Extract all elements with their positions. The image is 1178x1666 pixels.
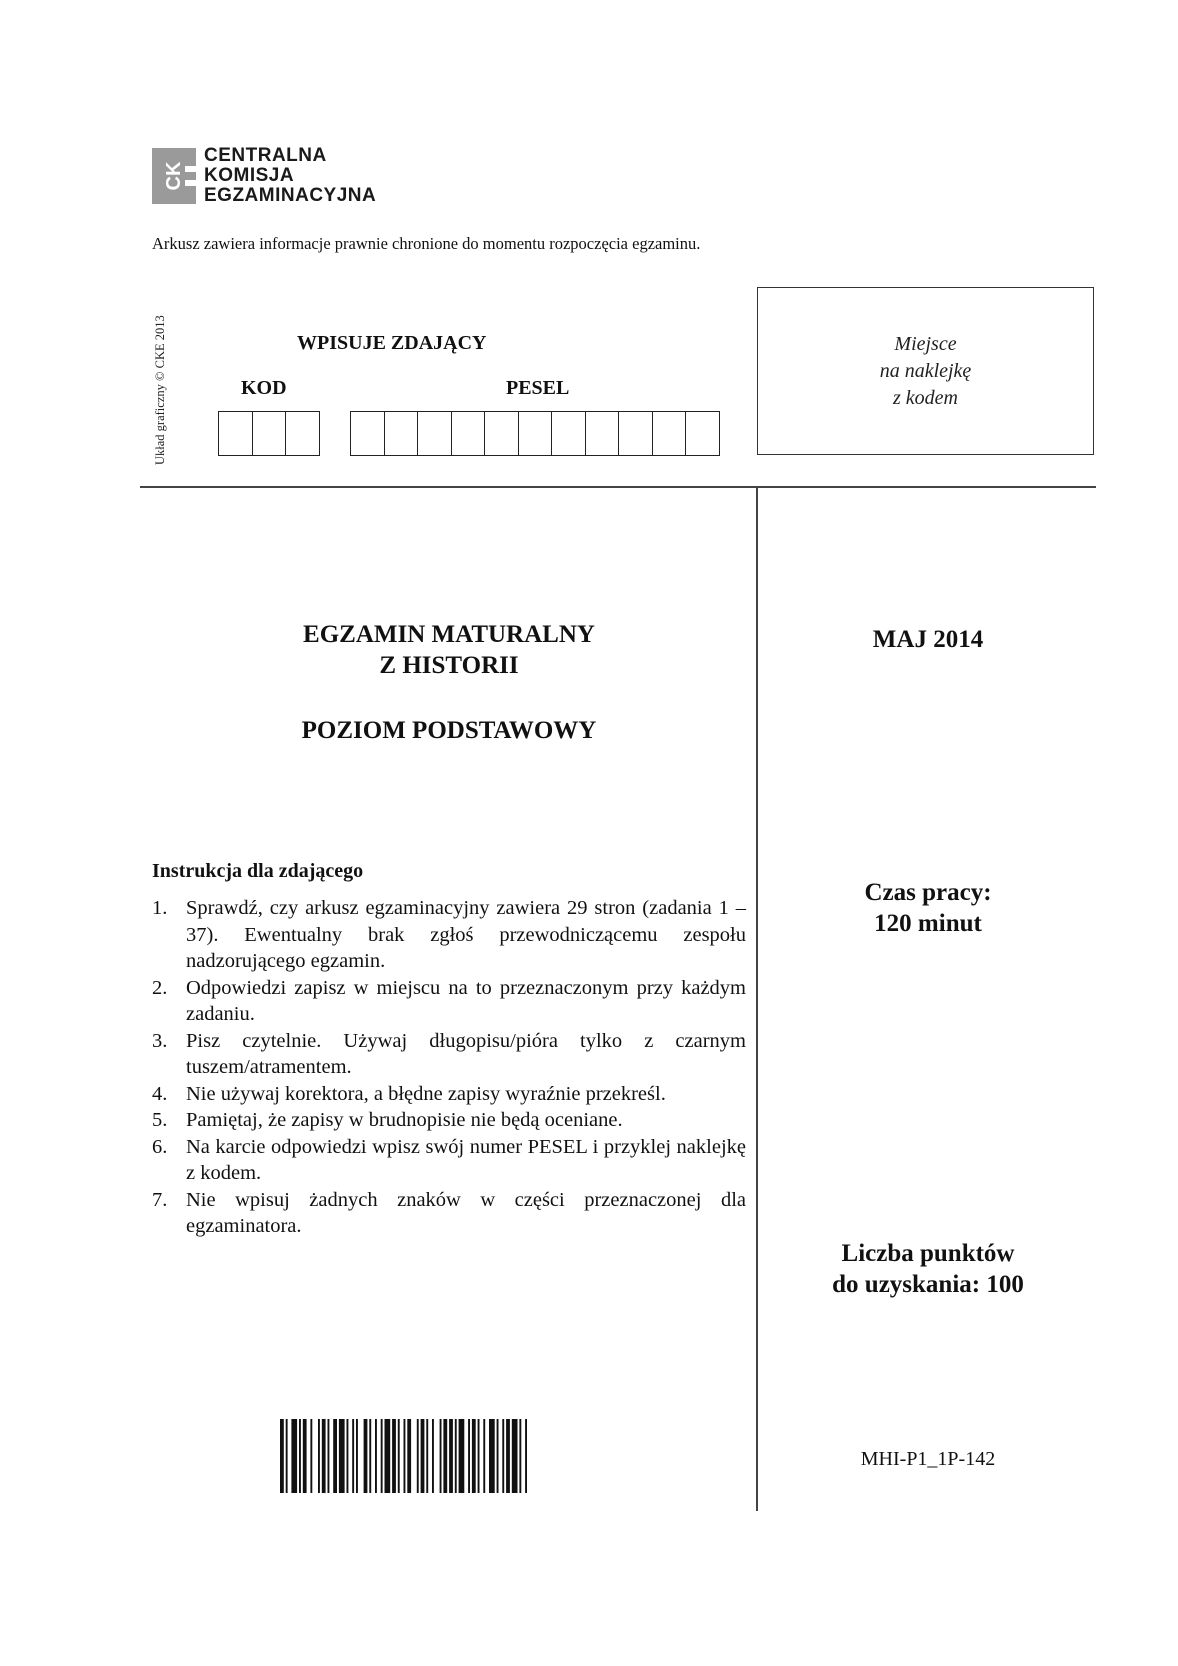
exam-title	[148, 619, 750, 681]
pesel-digit-box[interactable]	[351, 412, 385, 455]
entry-heading: WPISUJE ZDAJĄCY	[297, 332, 487, 354]
barcode-bar	[347, 1419, 349, 1493]
instruction-item	[152, 975, 746, 1028]
instruction-number: 7.	[152, 1188, 168, 1211]
exam-title-line: EGZAMIN MATURALNY	[303, 621, 595, 648]
pesel-digit-box[interactable]	[485, 412, 519, 455]
barcode-bar	[291, 1419, 297, 1493]
sticker-label	[758, 331, 1093, 412]
instruction-item	[152, 1107, 746, 1134]
barcode-bar	[440, 1419, 442, 1493]
points-info	[760, 1238, 1096, 1300]
barcode-bar	[303, 1419, 307, 1493]
exam-date: MAJ 2014	[872, 626, 984, 653]
pesel-digit-box[interactable]	[653, 412, 687, 455]
barcode-bar	[489, 1419, 495, 1493]
instruction-item	[152, 1134, 746, 1187]
points-label: Liczba punktów	[841, 1240, 1015, 1267]
instruction-text: Nie używaj korektora, a błędne zapisy wyraźnie przekreśl.	[186, 1082, 666, 1105]
barcode-bar	[339, 1419, 345, 1493]
pesel-label: PESEL	[506, 377, 570, 399]
barcode-bar	[369, 1419, 371, 1493]
horizontal-divider	[140, 486, 1096, 488]
exam-title-line: Z HISTORII	[379, 652, 519, 679]
barcode-bar	[519, 1419, 521, 1493]
barcode-bar	[432, 1419, 434, 1493]
pesel-digit-box[interactable]	[385, 412, 419, 455]
barcode-bar	[398, 1419, 400, 1493]
barcode-bar	[478, 1419, 480, 1493]
instruction-item	[152, 1081, 746, 1108]
copyright-side-note: Układ graficzny © CKE 2013	[153, 315, 167, 465]
instruction-item	[152, 895, 746, 975]
sheet-code: MHI-P1_1P-142	[860, 1448, 996, 1470]
pesel-digit-box[interactable]	[686, 412, 720, 455]
instruction-item	[152, 1028, 746, 1081]
exam-level: POZIOM PODSTAWOWY	[301, 717, 597, 744]
sticker-line: z kodem	[893, 387, 958, 409]
barcode-bar	[328, 1419, 330, 1493]
instruction-text: Odpowiedzi zapisz w miejscu na to przeznaczonym przy każdym zadaniu.	[186, 976, 746, 1025]
work-time-value: 120 minut	[874, 910, 982, 937]
work-time	[760, 877, 1096, 939]
instruction-number: 5.	[152, 1109, 168, 1131]
pesel-input-boxes[interactable]	[350, 411, 720, 456]
instruction-text: Na karcie odpowiedzi wpisz swój numer PESEL i przyklej naklejkę z kodem.	[186, 1135, 746, 1184]
instructions-list	[152, 895, 746, 1240]
kod-digit-box[interactable]	[219, 412, 253, 455]
logo-notch	[185, 180, 196, 186]
confidentiality-notice: Arkusz zawiera informacje prawnie chronione do momentu rozpoczęcia egzaminu.	[152, 234, 701, 253]
instruction-number: 1.	[152, 897, 168, 919]
barcode-bar	[299, 1419, 301, 1493]
work-time-label: Czas pracy:	[864, 879, 992, 906]
barcode-bar	[483, 1419, 485, 1493]
barcode-bar	[356, 1419, 358, 1493]
barcode-bar	[280, 1419, 284, 1493]
barcode-bar	[468, 1419, 470, 1493]
instruction-text: Sprawdź, czy arkusz egzaminacyjny zawiera 29 stron (zadania 1 – 37). Ewentualny brak zgłoś przewodniczącemu zespołu nadzorującego egzamin.	[186, 897, 746, 972]
barcode-bar	[392, 1419, 396, 1493]
logo-mark-text: CK	[162, 161, 185, 191]
barcode-bar	[525, 1419, 527, 1493]
pesel-digit-box[interactable]	[552, 412, 586, 455]
sticker-line: Miejsce	[894, 333, 957, 355]
barcode-bar	[286, 1419, 288, 1493]
instruction-number: 3.	[152, 1029, 168, 1052]
points-value: do uzyskania: 100	[832, 1271, 1024, 1298]
kod-digit-box[interactable]	[286, 412, 320, 455]
barcode-bar	[443, 1419, 447, 1493]
barcode-bar	[455, 1419, 457, 1493]
instructions-heading: Instrukcja dla zdającego	[152, 860, 364, 882]
barcode-bar	[506, 1419, 510, 1493]
kod-digit-box[interactable]	[253, 412, 287, 455]
barcode-bar	[421, 1419, 425, 1493]
instruction-number: 6.	[152, 1135, 168, 1158]
instruction-number: 4.	[152, 1082, 168, 1105]
barcode-bar	[404, 1419, 406, 1493]
logo-line: EGZAMINACYJNA	[204, 185, 377, 206]
pesel-digit-box[interactable]	[586, 412, 620, 455]
barcode-bar	[459, 1419, 465, 1493]
barcode-bar	[322, 1419, 326, 1493]
logo-line: CENTRALNA	[204, 145, 327, 166]
barcode-bar	[472, 1419, 476, 1493]
instruction-text: Nie wpisuj żadnych znaków w części przeznaczonej dla egzaminatora.	[186, 1188, 746, 1237]
kod-label: KOD	[241, 377, 287, 399]
pesel-digit-box[interactable]	[519, 412, 553, 455]
pesel-digit-box[interactable]	[619, 412, 653, 455]
logo-wordmark	[204, 146, 376, 206]
barcode-bar	[449, 1419, 453, 1493]
instruction-text: Pamiętaj, że zapisy w brudnopisie nie będą oceniane.	[186, 1109, 623, 1131]
logo-notch	[185, 166, 196, 172]
barcode-icon	[280, 1419, 620, 1493]
pesel-digit-box[interactable]	[418, 412, 452, 455]
barcode-bar	[407, 1419, 411, 1493]
barcode-bar	[352, 1419, 354, 1493]
barcode-bar	[512, 1419, 518, 1493]
barcode-bar	[318, 1419, 320, 1493]
barcode-bar	[497, 1419, 499, 1493]
logo-line: KOMISJA	[204, 165, 295, 186]
barcode-bar	[417, 1419, 419, 1493]
barcode-bar	[364, 1419, 368, 1493]
instruction-text: Pisz czytelnie. Używaj długopisu/pióra tylko z czarnym tuszem/atramentem.	[186, 1029, 746, 1078]
barcode-bar	[381, 1419, 383, 1493]
barcode-bar	[333, 1419, 337, 1493]
barcode-bar	[426, 1419, 428, 1493]
kod-input-boxes[interactable]	[218, 411, 320, 456]
barcode-bar	[375, 1419, 377, 1493]
sticker-line: na naklejkę	[879, 360, 972, 382]
barcode-bar	[385, 1419, 391, 1493]
barcode-bar	[310, 1419, 312, 1493]
cke-logo-icon	[152, 148, 196, 204]
instruction-item	[152, 1187, 746, 1240]
barcode-bar	[502, 1419, 504, 1493]
sticker-area	[757, 287, 1094, 455]
pesel-digit-box[interactable]	[452, 412, 486, 455]
vertical-divider	[756, 487, 758, 1511]
instruction-number: 2.	[152, 976, 168, 999]
